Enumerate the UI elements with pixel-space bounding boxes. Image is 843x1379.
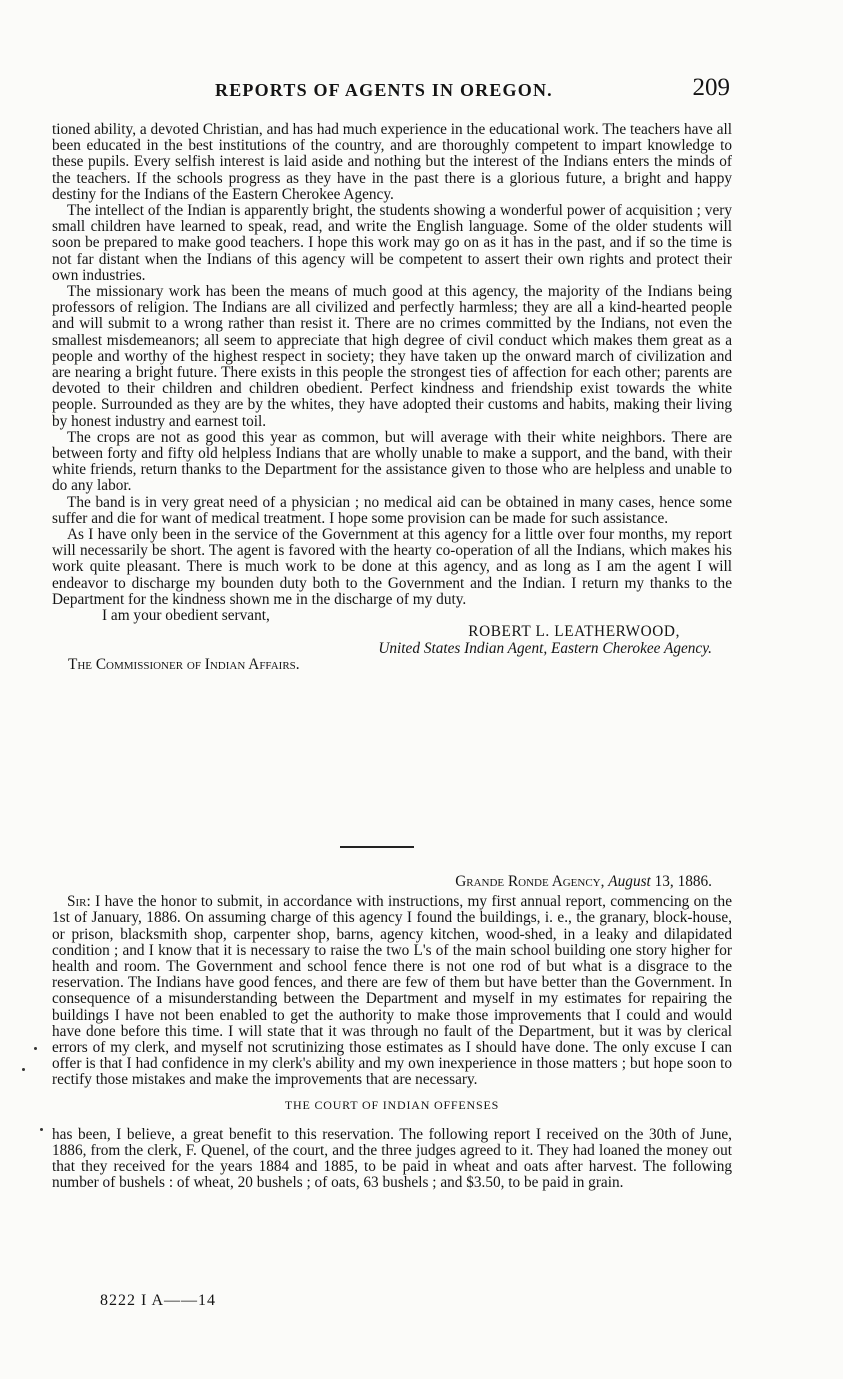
margin-dot bbox=[40, 1128, 43, 1131]
margin-dot bbox=[34, 1047, 37, 1050]
closing-line: I am your obedient servant, bbox=[102, 607, 270, 625]
page-number: 209 bbox=[692, 74, 730, 101]
salutation: Sir: bbox=[67, 893, 91, 911]
signature-mark: 8222 I A——14 bbox=[100, 1292, 216, 1309]
margin-dot bbox=[22, 1068, 25, 1071]
paragraph: The band is in very great need of a physician ; no medical aid can be obtained in many cases, hence some suffer and die for want of medical treatment. I hope some provision can be made for such assistance. bbox=[52, 493, 732, 527]
paragraph: tioned ability, a devoted Christian, and has had much experience in the educational work. The teachers have all been educated in the best institutions of the country, and are thoroughly competent to impart knowledge to these pupils. Every selfish interest is laid aside and nothing but the interest of the Indians enters the minds of the teachers. If the schools progress as they have in the past there is a glorious future, a bright and happy destiny for the Indians of the Eastern Cherokee Agency. bbox=[52, 121, 732, 203]
court-paragraph: has been, I believe, a great benefit to this reservation. The following report I received on the 30th of June, 1886, from the clerk, F. Quenel, of the court, and the three judges agreed to it. They had loaned the money out that they received for the years 1884 and 1885, to be paid in wheat and oats after harvest. The following number of bushels : of wheat, 20 bushels ; of oats, 63 bushels ; and $3.50, to be paid in grain. bbox=[52, 1125, 732, 1192]
paragraph: The missionary work has been the means of much good at this agency, the majority of the Indians being professors of religion. The Indians are all civilized and perfectly harmless; they are all a kind-hearted people and will submit to a wrong rather than resist it. There are no crimes committed by the Indians, not even the smallest misdemeanors; all seem to appreciate that high degree of civil conduct which makes them great as a people and worthy of the highest respect in society; they have taken up the onward march of civilization and are nearing a bright future. There exists in this people the strongest ties of affection for each other; parents are devoted to their children and children obedient. Perfect kindness and friendship exist towards the white people. Surrounded as they are by the whites, they have adopted their customs and habits, making their living by honest industry and earnest toil. bbox=[52, 283, 732, 430]
eastern-cherokee-report bbox=[52, 122, 732, 673]
paragraph: The crops are not as good this year as common, but will average with their white neighbors. There are between forty and fifty old helpless Indians that are wholly unable to make a support, and the band, with their white friends, return thanks to the Department for the assistance given to those who are helpless and unable to do any labor. bbox=[52, 428, 732, 495]
dateline-place: Grande Ronde Agency, bbox=[455, 873, 605, 890]
dateline-year: 13, 1886. bbox=[654, 873, 712, 890]
running-title: REPORTS OF AGENTS IN OREGON. bbox=[215, 80, 553, 100]
section-divider bbox=[340, 846, 414, 848]
opening-text: I have the honor to submit, in accordance with instructions, my first annual report, commencing on the 1st of January, 1886. On assuming charge of this agency I found the buildings, i. e., the granary, block-house, or prison, blacksmith shop, carpenter shop, barns, agency kitchen, wood-shed, in a leaky and dilapidated condition ; and I know that it is necessary to raise the two L's of the main school building one story higher for health and room. The Government and school fence there is not one rod of but what is a disgrace to the reservation. The Indians have good fences, and there are few of them but have better than the Government. In consequence of a misunderstanding between the Department and myself in my estimates for repairing the buildings I have not been enabled to get the authority to make those improvements that I could and would have done before this time. I will state that it was through no fault of the Department, but it was by clerical errors of my clerk, and myself not scrutinizing those estimates as I should have done. The only excuse I can offer is that I had confidence in my clerk's ability and my own inexperience in those matters ; but hope soon to rectify those mistakes and make the improvements that are necessary. bbox=[52, 893, 732, 1089]
grande-ronde-report bbox=[52, 874, 732, 1192]
subheading: THE COURT OF INDIAN OFFENSES bbox=[284, 1097, 500, 1112]
dateline bbox=[52, 874, 732, 890]
paragraph: As I have only been in the service of the Government at this agency for a little over four months, my report will necessarily be short. The agent is favored with the hearty co-operation of all the Indians, which makes his work quite pleasant. There is much work to be done at this agency, and as long as I am the agent I will endeavor to discharge my bounden duty both to the Government and the Indian. I return my thanks to the Department for the kindness shown me in the discharge of my duty. bbox=[52, 526, 732, 608]
signature-name: ROBERT L. LEATHERWOOD, bbox=[468, 623, 680, 641]
paragraph: The intellect of the Indian is apparently bright, the students showing a wonderful power of acquisition ; very small children have learned to speak, read, and write the English language. Some of the older students will soon be prepared to make good teachers. I hope this work may go on as it has in the past, and if so the time is not far distant when the Indians of this agency will be competent to assert their own rights and protect their own industries. bbox=[52, 202, 732, 284]
opening-paragraph bbox=[52, 894, 732, 1088]
addressee: The Commissioner of Indian Affairs. bbox=[68, 655, 300, 673]
dateline-month: August bbox=[608, 873, 651, 890]
signature-title: United States Indian Agent, Eastern Cherokee Agency. bbox=[378, 639, 712, 657]
running-head bbox=[60, 76, 732, 106]
